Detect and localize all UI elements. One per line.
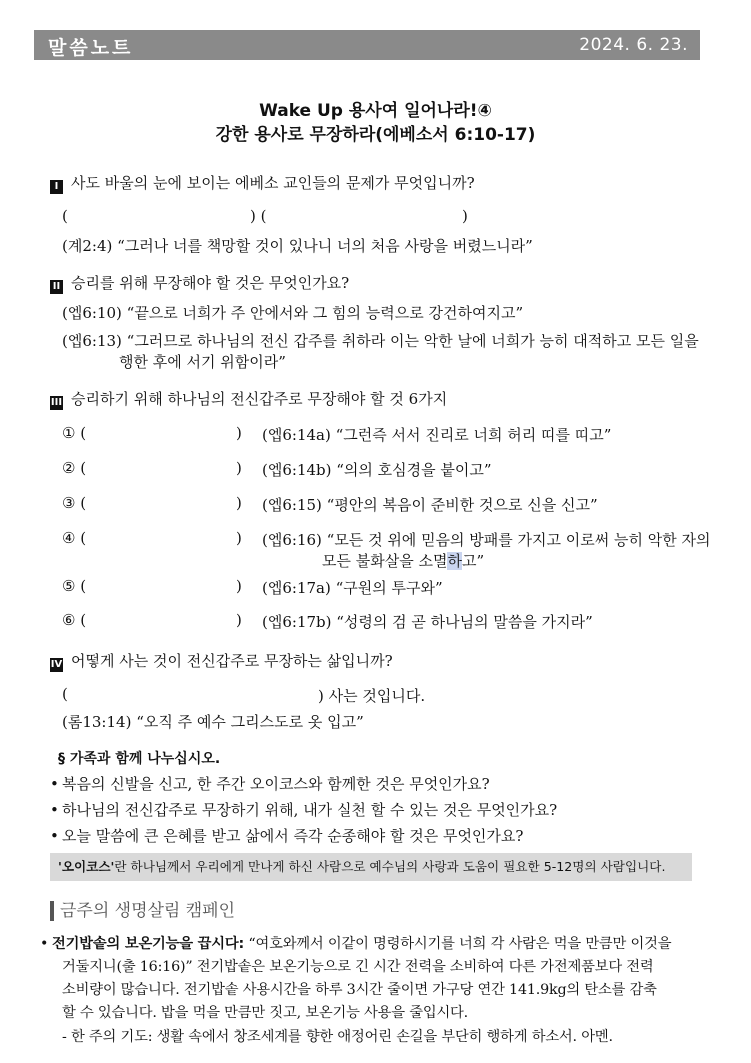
sermon-subtitle: 강한 용사로 무장하라(에베소서 6:10-17) <box>215 125 536 145</box>
armor-item-5-verse: (엡6:17a) “구원의 투구와” <box>262 579 443 597</box>
share-heading: § 가족과 함께 나누십시오. <box>58 751 221 767</box>
section-number-badge: IV <box>50 659 63 670</box>
section-number-badge: I <box>50 180 63 194</box>
text-selection-highlight: 하 <box>447 552 462 570</box>
armor-item-4-close: ) <box>236 529 242 547</box>
header-date: 2024. 6. 23. <box>579 35 688 55</box>
section-4-question: IV 어떻게 사는 것이 전신갑주로 무장하는 삶입니까? <box>50 652 393 670</box>
section-2-verse-1: (엡6:10) “끝으로 너희가 주 안에서와 그 힘의 능력으로 강건하여지고” <box>62 304 524 322</box>
section-2-question: II 승리를 위해 무장해야 할 것은 무엇인가요? <box>50 272 349 294</box>
armor-item-2-close: ) <box>236 459 242 477</box>
campaign-line-3: 소비량이 많습니다. 전기밥솥 사용시간을 하루 3시간 줄이면 가구당 연간 141.9kg의 탄소를 감축 <box>62 982 657 998</box>
section-1-verse: (계2:4) “그러나 너를 책망할 것이 있나니 너의 처음 사랑을 버렸느니라” <box>62 237 533 255</box>
campaign-headline: 전기밥솥의 보온기능을 끕시다: <box>52 936 245 952</box>
armor-item-6-close: ) <box>236 611 242 629</box>
section-4-verse: (롬13:14) “오직 주 예수 그리스도로 옷 입고” <box>62 713 364 731</box>
section-4-blank-open: ( <box>62 685 68 703</box>
armor-item-4-num: ④ ( <box>62 529 87 547</box>
armor-item-6-num: ⑥ ( <box>62 611 87 629</box>
section-number-badge: II <box>50 280 63 294</box>
section-4-blank-close: ) 사는 것입니다. <box>318 687 426 705</box>
armor-item-3-close: ) <box>236 494 242 512</box>
armor-item-2-num: ② ( <box>62 459 87 477</box>
section-1-blank-open: ( <box>62 207 68 225</box>
section-3-question: III 승리하기 위해 하나님의 전신갑주로 무장해야 할 것 6가지 <box>50 390 448 408</box>
section-2-verse-2a: (엡6:13) “그러므로 하나님의 전신 갑주를 취하라 이는 악한 날에 너희가 능히 대적하고 모든 일을 <box>62 332 699 350</box>
campaign-line-1: • 전기밥솥의 보온기능을 끕시다: “여호와께서 이같이 명령하시기를 너희 각 사람은 먹을 만큼만 이것을 <box>40 936 672 952</box>
campaign-heading: 금주의 생명살림 캠페인 <box>50 901 235 921</box>
armor-item-1-close: ) <box>236 424 242 442</box>
armor-item-4-verse: (엡6:16) “모든 것 위에 믿음의 방패를 가지고 이로써 능히 악한 자의 <box>262 531 711 549</box>
section-1-blank-mid: ) ( <box>250 207 267 225</box>
armor-item-2-verse: (엡6:14b) “의의 호심경을 붙이고” <box>262 461 492 479</box>
armor-item-1-num: ① ( <box>62 424 87 442</box>
oikos-definition-note: '오이코스'란 하나님께서 우리에게 만나게 하신 사람으로 예수님의 사랑과 도움이 필요한 5-12명의 사람입니다. <box>50 853 692 881</box>
share-question-2: • 하나님의 전신갑주로 무장하기 위해, 내가 실천 할 수 있는 것은 무엇인가요? <box>50 801 558 819</box>
armor-item-1-verse: (엡6:14a) “그런즉 서서 진리로 너희 허리 띠를 띠고” <box>262 426 612 444</box>
section-1-blank-close: ) <box>462 207 468 225</box>
armor-item-3-verse: (엡6:15) “평안의 복음이 준비한 것으로 신을 신고” <box>262 496 598 514</box>
section-2-verse-2b: 행한 후에 서기 위함이라” <box>119 353 286 371</box>
share-question-1: • 복음의 신발을 신고, 한 주간 오이코스와 함께한 것은 무엇인가요? <box>50 775 490 793</box>
section-number-badge: III <box>50 397 63 408</box>
campaign-line-2: 거둘지니(출 16:16)” 전기밥솥은 보온기능으로 긴 시간 전력을 소비하여 다른 가전제품보다 전력 <box>62 959 654 975</box>
section-1-question: I 사도 바울의 눈에 보이는 에베소 교인들의 문제가 무엇입니까? <box>50 172 475 194</box>
armor-item-4-verse-cont: 모든 불화살을 소멸하고” <box>322 552 485 570</box>
armor-item-6-verse: (엡6:17b) “성령의 검 곧 하나님의 말씀을 가지라” <box>262 613 593 631</box>
header-bar <box>34 30 700 60</box>
share-question-3: • 오늘 말씀에 큰 은혜를 받고 삶에서 즉각 순종해야 할 것은 무엇인가요? <box>50 827 524 845</box>
campaign-line-4: 할 수 있습니다. 밥을 먹을 만큼만 짓고, 보온기능 사용을 줄입시다. <box>62 1005 469 1021</box>
sermon-title: Wake Up 용사여 일어나라!④ <box>259 101 492 121</box>
campaign-prayer: - 한 주의 기도: 생활 속에서 창조세계를 향한 애정어린 손길을 부단히 행하게 하소서. 아멘. <box>62 1029 613 1045</box>
header-label: 말씀노트 <box>48 37 134 59</box>
armor-item-5-num: ⑤ ( <box>62 577 87 595</box>
armor-item-3-num: ③ ( <box>62 494 87 512</box>
armor-item-5-close: ) <box>236 577 242 595</box>
